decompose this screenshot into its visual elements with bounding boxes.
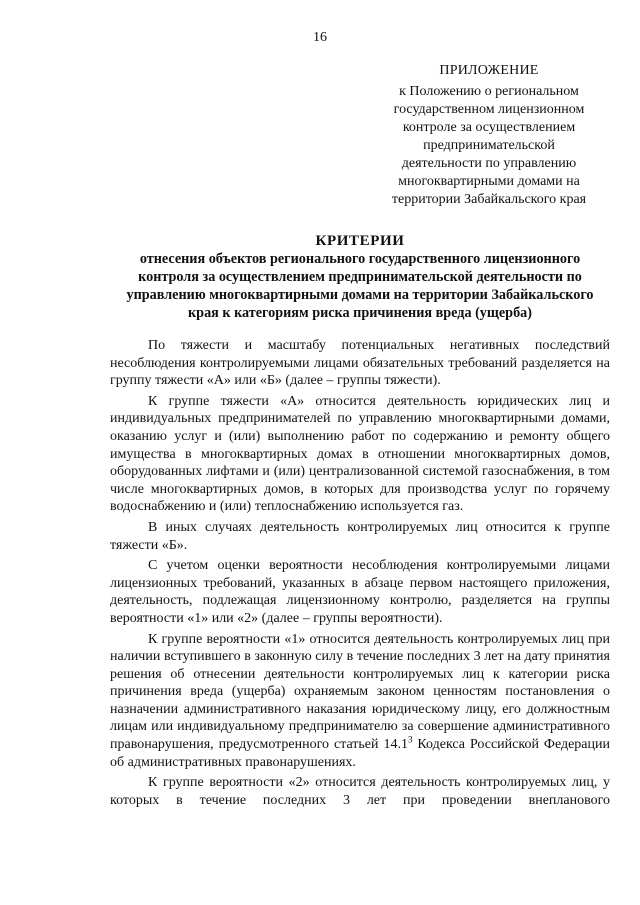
- body-text: [110, 337, 610, 812]
- criteria-heading: [110, 232, 610, 322]
- paragraph-probability-1-text: К группе вероятности «1» относится деятельность контролируемых лиц при наличии вступившего в законную силу в течение последних 3 лет на дату принятия решения об отнесении деятельности контролируемых лиц к категории риска причинения вреда (ущерба) охраняемым законом ценностям постановления о назначении административного наказания юридическому лицу, его должностным лицам или индивидуальному предпринимателю за совершение административного правонарушения, предусмотренного статьей 14.1: [110, 631, 610, 753]
- appendix-title: ПРИЛОЖЕНИЕ: [439, 63, 539, 78]
- article-superscript: 3: [407, 734, 413, 745]
- paragraph-group-b: В иных случаях деятельность контролируемых лиц относится к группе тяжести «Б».: [110, 519, 610, 553]
- paragraph-probability-1-tail: Кодекса Российской Федерации об административных правонарушениях.: [110, 737, 610, 770]
- appendix-text: к Положению о региональном государственном лицензионном контроле за осуществлением предпринимательской деятельности по управлению многоквартирными домами на территории Забайкальского края: [391, 84, 587, 207]
- paragraph-probability-2: К группе вероятности «2» относится деятельность контролируемых лиц, у которых в течение последних 3 лет при проведении внепланового: [110, 775, 610, 808]
- appendix-block: [384, 62, 594, 209]
- paragraph-probability-intro: С учетом оценки вероятности несоблюдения контролируемыми лицами лицензионных требований, указанных в абзаце первом настоящего приложения, деятельность, подлежащая лицензионному контролю, разделяется на группы вероятности «1» или «2» (далее – группы вероятности).: [110, 558, 610, 626]
- paragraph-probability-1: [110, 631, 610, 772]
- paragraph-group-a: К группе тяжести «А» относится деятельность юридических лиц и индивидуальных предпринимателей по управлению многоквартирными домами, оказанию услуг и (или) выполнению работ по содержанию и ремонту общего имущества в многоквартирных домах в отношении многоквартирных домов, оборудованных лифтами и (или) централизованной системой газоснабжения, в том числе многоквартирных домов, в которых для производства услуг по горячему водоснабжению и (или) теплоснабжению используется газ.: [110, 393, 610, 515]
- page-number: 16: [313, 30, 327, 45]
- criteria-subtitle: отнесения объектов регионального государственного лицензионного контроля за осуществлением предпринимательской деятельности по управлению многоквартирными домами на территории Забайкальского края к категориям риска причинения вреда (ущерба): [126, 251, 594, 321]
- paragraph-severity-intro: По тяжести и масштабу потенциальных негативных последствий несоблюдения контролируемыми лицами обязательных требований разделяется на группу тяжести «А» или «Б» (далее – группы тяжести).: [110, 338, 610, 389]
- criteria-title: КРИТЕРИИ: [315, 233, 405, 249]
